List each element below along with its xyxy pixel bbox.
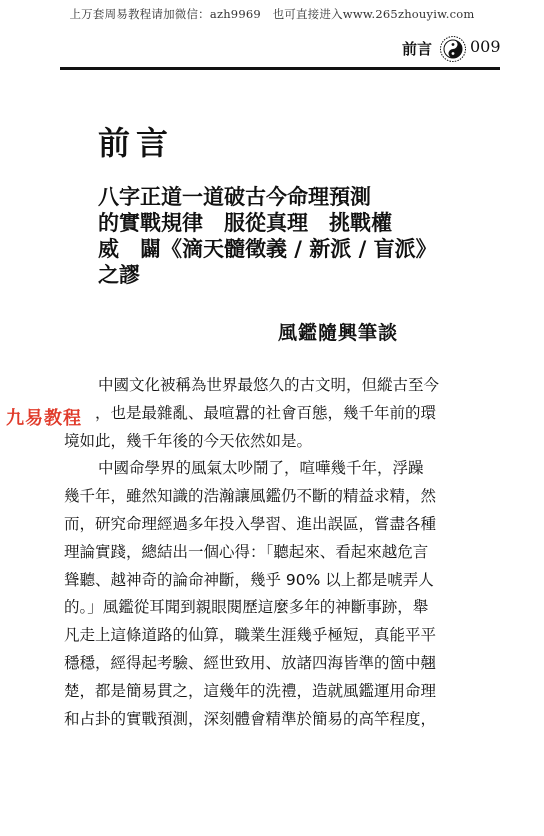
author-byline: 風鑑隨興筆談 [278,322,399,344]
body-line: 和占卦的實戰預測，深刻體會精準於簡易的高竿程度， [64,709,437,728]
body-line: 中國命學界的風氣太吵鬧了，喧嘩幾千年，浮躁 [98,459,424,478]
body-line: 中國文化被稱為世界最悠久的古文明，但縱古至今 [98,376,440,394]
subtitle-line: 威 闢《滴天髓徵義 / 新派 / 盲派》 [98,237,437,261]
body-line: 而，研究命理經過多年投入學習、進出誤區，嘗盡各種 [64,514,437,533]
body-text [64,372,464,733]
body-line: 理論實踐，總結出一個心得：「聽起來、看起來越危言 [64,542,429,561]
yin-yang-icon [440,36,466,62]
subtitle-line: 的實戰規律 服從真理 挑戰權 [98,211,392,235]
chapter-heading: 前言 [98,124,175,162]
subtitle-line: 之謬 [98,263,140,287]
page-number: 009 [470,37,501,56]
body-line: 聳聽、越神奇的論命神斷，幾乎 90% 以上都是唬弄人 [64,570,434,589]
body-line: 穩穩，經得起考驗、經世致用、放諸四海皆準的箇中翹 [64,653,437,672]
header-rule [60,67,500,70]
body-line: 幾千年，雖然知識的浩瀚讓風鑑仍不斷的精益求精，然 [64,487,437,506]
page-header [60,30,500,70]
body-line: ，也是最雜亂、最喧囂的社會百態，幾千年前的環 [64,403,437,422]
body-line: 的。」風鑑從耳聞到親眼閱歷這麼多年的神斷事跡，舉 [64,598,429,617]
body-line: 凡走上這條道路的仙算，職業生涯幾乎極短，真能平平 [64,626,437,645]
subtitle-line: 八字正道一道破古今命理預測 [98,185,371,209]
running-title: 前言 [402,40,433,58]
side-watermark: 九易教程 [6,408,82,429]
top-watermark: 上万套周易教程请加微信：azh9969 也可直接进入www.265zhouyiw.com [69,7,475,21]
body-line: 境如此，幾千年後的今天依然如是。 [64,431,313,450]
body-line: 楚，都是簡易貫之，這幾年的洗禮，造就風鑑運用命理 [64,681,437,700]
chapter-subtitle [98,184,438,288]
